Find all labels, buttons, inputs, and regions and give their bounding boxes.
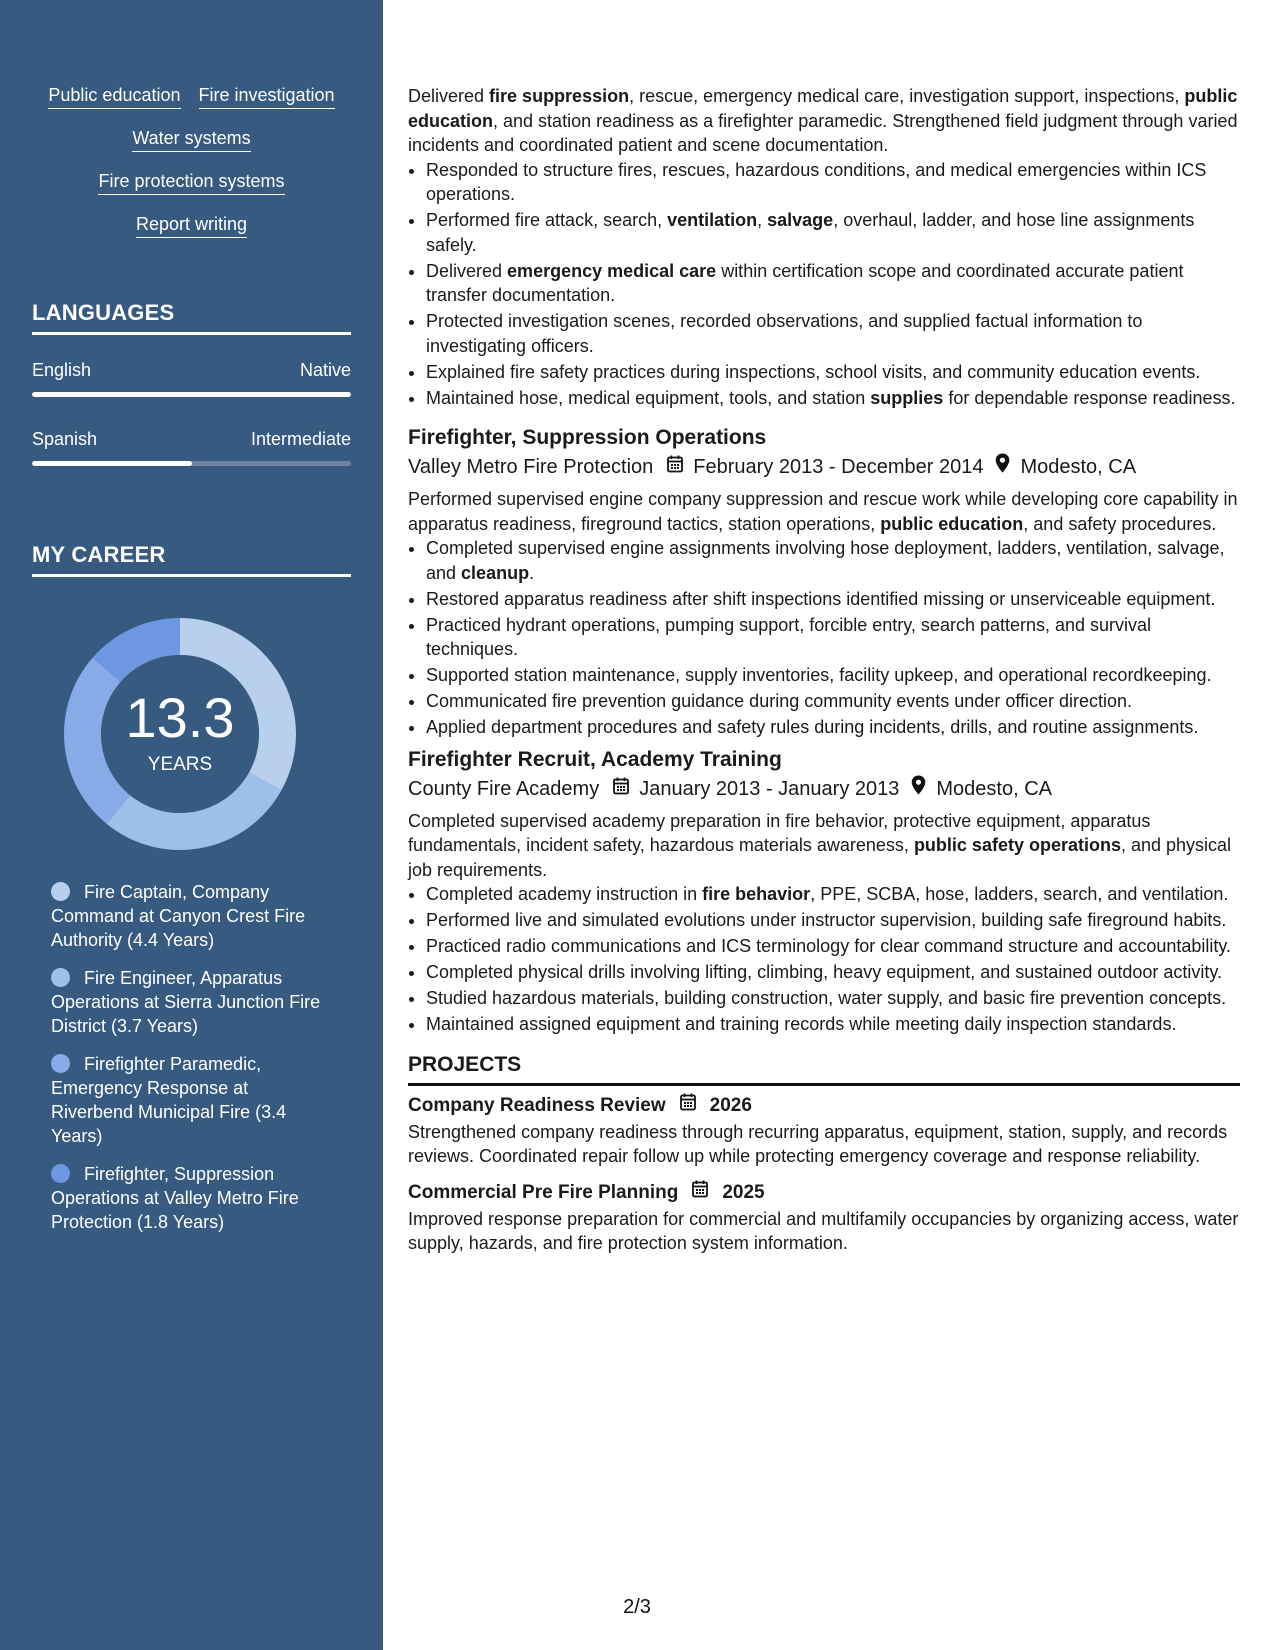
skill-tag: Water systems — [132, 127, 250, 152]
bullet-item: • Restored apparatus readiness after shift inspections identified missing or unserviceable equipment. — [426, 587, 1240, 612]
legend-dot — [51, 882, 70, 901]
bullet-item: • Performed live and simulated evolutions under instructor supervision, building safe fireground habits. — [426, 908, 1240, 933]
career-total-years: 13.3 — [125, 686, 235, 749]
company-name: County Fire Academy — [408, 777, 600, 800]
career-item — [51, 1162, 331, 1234]
career-item — [51, 880, 331, 952]
bullet-item: • Responded to structure fires, rescues, hazardous conditions, and medical emergencies within ICS operations. — [426, 158, 1240, 207]
bullet-item: • Delivered emergency medical care within certification scope and coordinated accurate patient transfer documentation. — [426, 259, 1240, 308]
proficiency-fill — [32, 461, 192, 466]
languages-heading: LANGUAGES — [32, 300, 351, 335]
legend-dot — [51, 1164, 70, 1183]
language-name: English — [32, 360, 92, 380]
career-item-text: Fire Captain, Company Command at Canyon Crest Fire Authority (4.4 Years) — [51, 882, 306, 950]
language-level: Native — [299, 360, 351, 380]
bullet-item: • Completed supervised engine assignments involving hose deployment, ladders, ventilation, salvage, and cleanup. — [426, 536, 1240, 585]
job-dates: February 2013 - December 2014 — [693, 456, 984, 478]
calendar-icon — [692, 1179, 708, 1207]
bullet-item: • Explained fire safety practices during inspections, school visits, and community education events. — [426, 360, 1240, 385]
calendar-icon — [680, 1092, 696, 1120]
career-item — [51, 1052, 331, 1148]
project-description: Improved response preparation for commercial and multifamily occupancies by organizing access, water supply, hazards, and fire protection system information. — [408, 1208, 1239, 1253]
job-location: Modesto, CA — [936, 777, 1052, 800]
career-item — [51, 966, 331, 1038]
project-description: Strengthened company readiness through recurring apparatus, equipment, station, supply, and records reviews. Coordinated repair follow up while protecting emergency coverage and response reliability. — [408, 1121, 1228, 1166]
career-years-label: YEARS — [147, 754, 213, 775]
page-number: 2/3 — [623, 1596, 651, 1618]
bullet-item: • Communicated fire prevention guidance during community events under officer direction. — [426, 689, 1240, 714]
job-summary: Performed supervised engine company suppression and rescue work while developing core capability in apparatus readiness, fireground tactics, station operations, public education, and safety procedures. — [408, 489, 1238, 534]
sidebar — [0, 0, 383, 1650]
career-donut-chart — [64, 618, 296, 850]
main-content — [408, 84, 1240, 1256]
experience-summary: Delivered fire suppression, rescue, emergency medical care, investigation support, inspections, public education, and station readiness as a firefighter paramedic. Strengthened field judgment through varied incidents and coordinated patient and scene documentation. — [408, 86, 1238, 155]
career-item-text: Firefighter, Suppression Operations at Valley Metro Fire Protection (1.8 Years) — [51, 1164, 299, 1232]
career-item-text: Firefighter Paramedic, Emergency Response at Riverbend Municipal Fire (3.4 Years) — [51, 1054, 287, 1146]
proficiency-fill — [32, 392, 351, 397]
language-level: Intermediate — [250, 429, 351, 449]
bullet-item: • Applied department procedures and safety rules during incidents, drills, and routine assignments. — [426, 715, 1240, 740]
project-title-row — [408, 1179, 1240, 1207]
language-name: Spanish — [32, 429, 98, 449]
project-year: 2025 — [722, 1181, 765, 1203]
proficiency-bar — [32, 461, 351, 466]
career-item-text: Fire Engineer, Apparatus Operations at Sierra Junction Fire District (3.7 Years) — [51, 968, 321, 1036]
job-summary: Completed supervised academy preparation in fire behavior, protective equipment, apparatus fundamentals, incident safety, hazardous materials awareness, public safety operations, and physical job requirements. — [408, 810, 1232, 880]
job-title: Firefighter Recruit, Academy Training — [408, 747, 782, 771]
language-english — [32, 359, 351, 397]
bullet-item: • Studied hazardous materials, building construction, water supply, and basic fire prevention concepts. — [426, 986, 1240, 1011]
calendar-icon — [613, 775, 629, 803]
project-title: Commercial Pre Fire Planning — [408, 1181, 679, 1203]
project-year: 2026 — [709, 1094, 752, 1116]
map-pin-icon — [995, 453, 1010, 481]
skill-tag: Public education — [48, 84, 180, 109]
legend-dot — [51, 968, 70, 987]
company-name: Valley Metro Fire Protection — [408, 456, 654, 478]
project-entry — [408, 1092, 1240, 1169]
experience-bullets — [426, 158, 1240, 411]
bullet-item: • Completed academy instruction in fire behavior, PPE, SCBA, hose, ladders, search, and ventilation. — [426, 882, 1240, 907]
project-title-row — [408, 1092, 1240, 1120]
project-entry — [408, 1179, 1240, 1256]
proficiency-bar — [32, 392, 351, 397]
job-title: Firefighter, Suppression Operations — [408, 426, 767, 449]
bullet-item: • Protected investigation scenes, recorded observations, and supplied factual information to investigating officers. — [426, 309, 1240, 358]
skill-tag: Report writing — [136, 213, 247, 238]
skills-list — [0, 84, 383, 256]
job-meta — [408, 775, 1240, 803]
calendar-icon — [667, 453, 683, 481]
career-heading: MY CAREER — [32, 542, 351, 577]
career-list — [51, 880, 331, 1248]
bullet-item: • Completed physical drills involving lifting, climbing, heavy equipment, and sustained outdoor activity. — [426, 960, 1240, 985]
bullet-item: • Maintained assigned equipment and training records while meeting daily inspection standards. — [426, 1012, 1240, 1037]
bullet-item: • Supported station maintenance, supply inventories, facility upkeep, and operational recordkeeping. — [426, 663, 1240, 688]
job-bullets — [426, 882, 1240, 1037]
skill-tag: Fire protection systems — [98, 170, 284, 195]
bullet-item: • Practiced radio communications and ICS terminology for clear command structure and accountability. — [426, 934, 1240, 959]
language-spanish — [32, 428, 351, 466]
job-entry — [408, 746, 1240, 1037]
job-entry — [408, 424, 1240, 740]
skill-tag: Fire investigation — [199, 84, 335, 109]
job-meta — [408, 453, 1240, 481]
job-dates: January 2013 - January 2013 — [639, 777, 900, 800]
job-bullets — [426, 536, 1240, 740]
projects-heading: PROJECTS — [408, 1051, 1240, 1086]
bullet-item: • Maintained hose, medical equipment, tools, and station supplies for dependable response readiness. — [426, 386, 1240, 411]
map-pin-icon — [911, 775, 926, 803]
bullet-item: • Performed fire attack, search, ventilation, salvage, overhaul, ladder, and hose line assignments safely. — [426, 208, 1240, 257]
bullet-item: • Practiced hydrant operations, pumping support, forcible entry, search patterns, and survival techniques. — [426, 613, 1240, 662]
legend-dot — [51, 1054, 70, 1073]
project-title: Company Readiness Review — [408, 1094, 666, 1116]
job-location: Modesto, CA — [1020, 456, 1137, 478]
